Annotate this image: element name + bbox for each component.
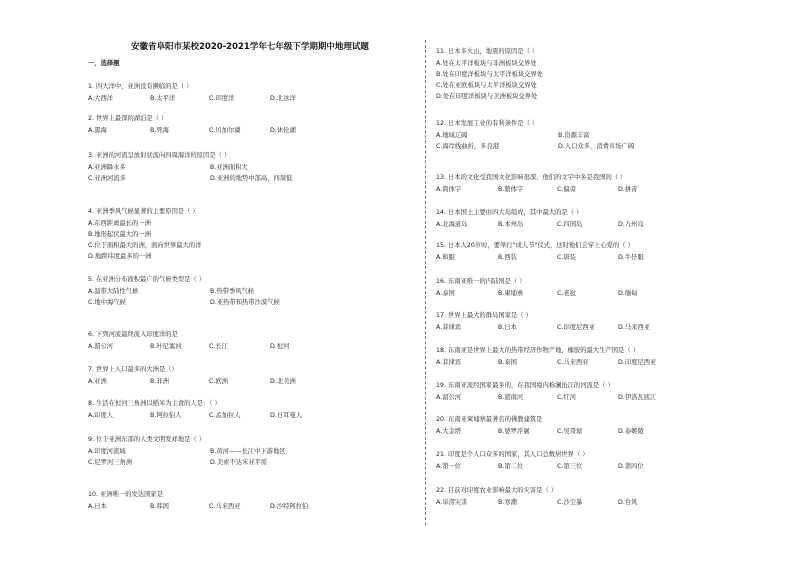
question-stem: 3. 亚洲的河流呈放射状流向四周海洋的原因是（ ） [88,152,231,159]
answer-option: D.缅甸 [618,290,638,297]
answer-option: D.北美洲 [270,378,296,385]
options-row [88,379,418,388]
answer-option: C.马来西亚 [557,359,589,366]
question [436,452,766,473]
question-stem: 20. 东南亚柬埔寨最著名的佛教建筑是 [436,416,543,423]
options-row [436,187,766,196]
answer-option: B.繁体字 [498,186,524,193]
question [88,209,418,262]
answer-option: D.恒河 [270,343,290,350]
options-row [436,395,766,404]
answer-option: D.伊洛瓦底江 [618,394,657,401]
answer-option: A.第一位 [436,463,462,470]
question [436,279,766,300]
answer-option: B.本州岛 [498,221,524,228]
question-stem: 7. 世界上人口最多的大洲是（） [88,366,178,373]
question [436,49,766,102]
options-row [88,176,418,185]
question [88,367,418,388]
question-stem: 14. 日本国土主要由四大岛组成，其中最大的是（ ） [436,209,583,216]
answer-option: C.海岸线曲折，多良港 [436,143,500,150]
options-row [88,128,418,137]
answer-option: D.地跨纬度最多的一洲 [88,253,152,260]
question-stem: 2. 世界上最深的湖泊是（ ） [88,115,168,122]
section-heading: 一、选择题 [88,60,120,67]
answer-option: B.韩国 [150,503,169,510]
answer-option: D.泰姬陵 [618,428,644,435]
answer-option: B.第二位 [498,463,524,470]
options-row [436,133,766,142]
question [436,313,766,334]
question-stem: 6. 下列河流最终流入印度洋的是 [88,331,178,338]
question [88,277,418,309]
page-title: 安徽省阜阳市某校2020-2021学年七年级下学期期中地理试题 [131,42,369,52]
answer-option: B.日本 [498,324,517,331]
answer-option: B.婆罗浮屠 [498,428,530,435]
options-row [436,255,766,264]
question-stem: 8. 生活在恒河三角洲以稻米为主食的人是：（ ） [88,400,221,407]
question [88,492,418,513]
options-row [88,165,418,174]
answer-option: D.处在印度洋板块与美洲板块交界处 [436,93,538,100]
answer-option: C.沙尘暴 [557,499,583,506]
answer-option: C.亚洲河流多 [88,175,126,182]
options-row [436,144,766,153]
options-row [436,429,766,438]
options-row [88,344,418,353]
options-row [436,360,766,369]
question-stem: 11. 日本多火山，地震的原因是（ ） [436,48,539,55]
answer-option: C.吴哥窟 [557,428,583,435]
options-row [88,289,418,298]
question [88,332,418,353]
answer-option: A.大金塔 [436,428,462,435]
question [88,84,418,105]
answer-option: B.非洲 [150,378,169,385]
answer-option: D.休伦湖 [270,127,296,134]
answer-option: C.马来西亚 [209,503,241,510]
answer-option: D.印度尼西亚 [618,359,657,366]
question [436,175,766,196]
answer-option: A.亚洲 [88,378,107,385]
options-row [436,500,766,509]
answer-option: D.台风 [618,499,638,506]
answer-option: D.第四位 [618,463,644,470]
question-stem: 19. 东南亚流经国家最多的，在我国境内称澜沧江的河流是（ ） [436,382,614,389]
answer-option: A.温带大陆性气候 [88,288,139,295]
answer-option: C.尼罗河三角洲 [88,459,133,466]
answer-option: A.简体字 [436,186,462,193]
answer-option: C.偏旁 [557,186,576,193]
answer-option: B.资源丰富 [558,132,590,139]
answer-option: B.柬埔寨 [498,290,524,297]
options-row [436,464,766,473]
answer-option: A.旱涝灾害 [436,499,468,506]
question-stem: 9. 位于亚洲东部的人类文明发祥地是（ ） [88,436,206,443]
question-stem: 10. 亚洲唯一的发达国家是 [88,491,163,498]
answer-option: C.四国岛 [557,221,583,228]
answer-option: C.红河 [557,394,576,401]
options-row [436,291,766,300]
options-row [88,413,418,422]
question-stem: 5. 在亚洲分布面积最广的气候类型是（ ） [88,276,206,283]
answer-option: A.亚洲降水多 [88,164,126,171]
answer-option: C.贝加尔湖 [209,127,241,134]
answer-option: B.黄河——长江中下游地区 [210,448,286,455]
question [88,401,418,422]
question [436,243,766,264]
options-row [88,300,418,309]
question [436,210,766,231]
question [88,116,418,137]
question [88,437,418,469]
answer-option: C.第三位 [557,463,583,470]
answer-option: D.九州岛 [618,221,644,228]
answer-option: A.菲律宾 [436,324,462,331]
answer-option: A.大西洋 [88,95,114,102]
answer-option: C.欧洲 [209,378,228,385]
answer-option: B.阿拉伯人 [150,412,182,419]
question [436,348,766,369]
answer-option: C.地中海气候 [88,299,126,306]
answer-option: D.人口众多，消费市场广阔 [558,143,635,150]
answer-option: A.湄公河 [436,394,462,401]
question-stem: 15. 日本人20岁时，要举行"成人节"仪式，这时他们会穿上心爱的（ ） [436,242,634,249]
answer-option: A.处在太平洋板块与非洲板块交界处 [436,60,537,67]
answer-option: D.美索不达米亚平原 [210,459,268,466]
answer-option: B.太平洋 [150,95,176,102]
answer-option: C.长江 [209,343,228,350]
answer-option: A.北海道岛 [436,221,468,228]
question [88,153,418,185]
answer-option: B.叶尼塞河 [150,343,182,350]
answer-option: C.处在亚欧板块与太平洋板块交界处 [436,82,537,89]
answer-option: B.地形起伏最大的一洲 [88,231,151,238]
answer-option: A.东西距离最长的一洲 [88,220,151,227]
answer-option: B.泰国 [498,359,517,366]
answer-option: A.印度河流域 [88,448,126,455]
answer-option: A.地域辽阔 [436,132,468,139]
question-stem: 4. 亚洲季风气候显著的主要原因是（ ） [88,208,199,215]
question-stem: 22. 目前对印度农业影响最大的灾害是（ ） [436,487,558,494]
answer-option: A.湄公河 [88,343,114,350]
question-stem: 1. 四大洋中，亚洲没有濒临的是（ ） [88,83,193,90]
options-row [436,325,766,334]
question [436,121,766,153]
answer-option: C.老挝 [557,290,576,297]
answer-option: B.处在印度洋板块与太平洋板块交界处 [436,71,544,78]
answer-option: B.湄南河 [498,394,524,401]
answer-option: A.和服 [436,254,455,261]
answer-option: A.泰国 [436,290,455,297]
question-stem: 13. 日本的文化受我国文化影响很深，他们的文字中多是我国的（ ） [436,174,627,181]
answer-option: D.亚洲的地势中部高，四周低 [210,175,293,182]
answer-option: C.印度尼西亚 [557,324,595,331]
answer-option: D.拼音 [618,186,638,193]
answer-option: D.北冰洋 [270,95,296,102]
answer-option: A.日本 [88,503,107,510]
answer-option: A.印度人 [88,412,114,419]
answer-option: C.孟加拉人 [209,412,241,419]
answer-option: C.位于面积最大的洲，面向世界最大的洋 [88,242,202,249]
answer-option: B.西装 [498,254,517,261]
question-stem: 18. 东南亚是世界上最大的热带经济作物产地，橡胶的最大生产国是（ ） [436,347,639,354]
answer-option: C.唐装 [557,254,576,261]
question [436,417,766,438]
answer-option: B.热带季风气候 [210,288,255,295]
options-row [88,460,418,469]
options-row [436,222,766,231]
question [436,488,766,509]
answer-option: D.沙特阿拉伯 [270,503,309,510]
answer-option: D.牛仔服 [618,254,644,261]
answer-option: D.亚热带和热带沙漠气候 [210,299,280,306]
answer-option: D.马来西亚 [618,324,651,331]
question-stem: 12. 日本发展工业的有利条件是（ ） [436,120,539,127]
options-row [88,96,418,105]
question-stem: 17. 世界上最大的群岛国家是（ ） [436,312,532,319]
page-divider [425,40,426,525]
answer-option: A.菲律宾 [436,359,462,366]
answer-option: B.寒潮 [498,499,517,506]
question-stem: 21. 印度是个人口众多的国家，其人口总数居世界（ ） [436,451,589,458]
answer-option: B.死海 [150,127,169,134]
options-row [88,449,418,458]
question-stem: 16. 东南亚唯一的内陆国是（ ） [436,278,526,285]
answer-option: C.印度洋 [209,95,235,102]
answer-option: B.亚洲面积大 [210,164,248,171]
options-row [88,504,418,513]
question [436,383,766,404]
answer-option: D.日耳曼人 [270,412,303,419]
answer-option: A.黑海 [88,127,107,134]
